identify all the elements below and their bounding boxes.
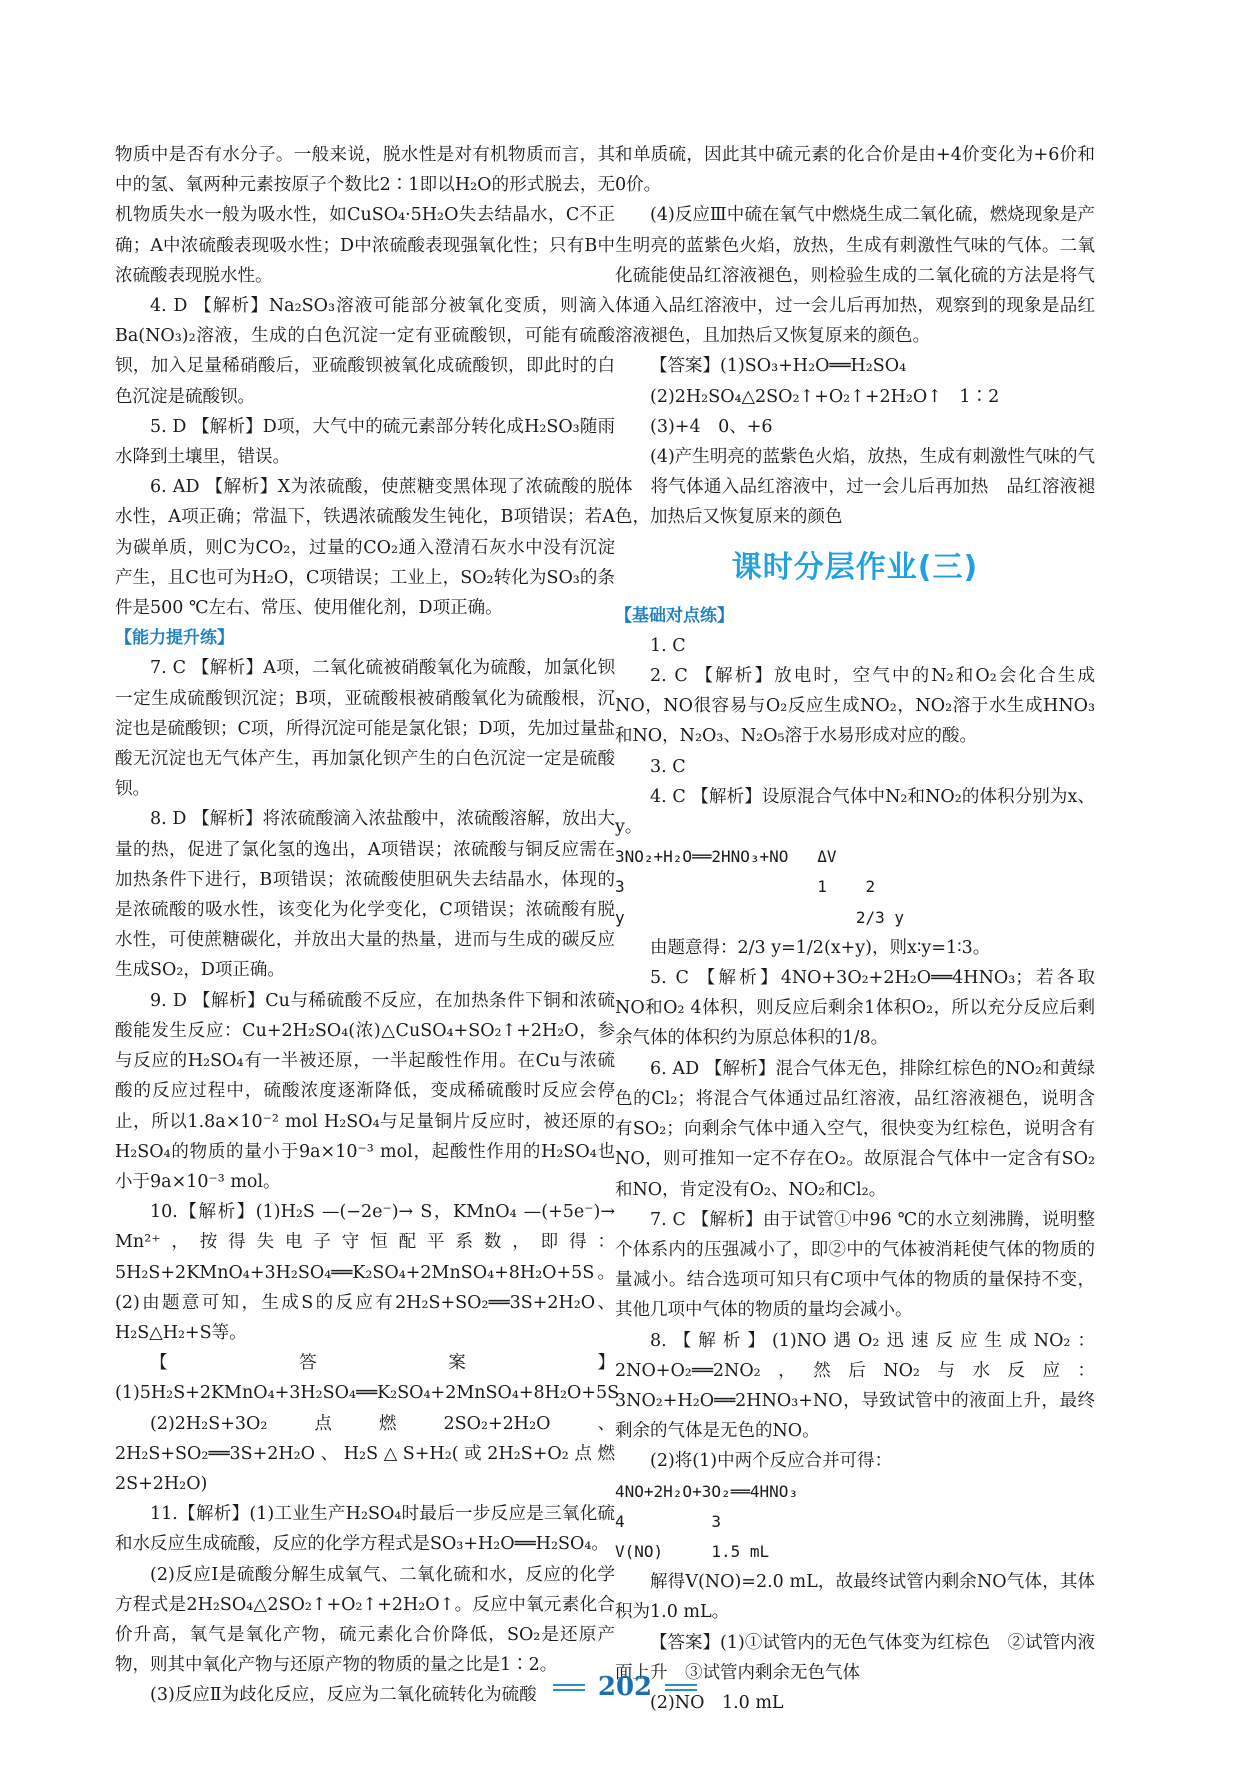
paragraph: 物质中是否有水分子。一般来说，脱水性是对有机物质而言，其中的氢、氧两种元素按原子个数比2∶1即以H₂O的形式脱去，无机物质失水一般为吸水性，如CuSO₄·5H₂O失去结晶水，C不正确；A中浓硫酸表现吸水性；D中浓硫酸表现强氧化性；只有B中浓硫酸表现脱水性。	[115, 145, 615, 286]
left-column	[115, 140, 620, 1711]
paragraph: 1. C	[650, 635, 686, 656]
paragraph: (2)NO 1.0 mL	[650, 1692, 784, 1713]
paragraph: (3)+4 0、+6	[650, 416, 773, 437]
paragraph: (4)反应Ⅲ中硫在氧气中燃烧生成二氧化硫，燃烧现象是产生明亮的蓝紫色火焰，放热，生成有刺激性气味的气体。二氧化硫能使品红溶液褪色，则检验生成的二氧化硫的方法是将气体通入品红溶液中，过一会儿后再加热，观察到的现象是品红溶液褪色，且加热后又恢复原来的颜色。	[615, 205, 1095, 347]
paragraph: 10.【解析】(1)H₂S —(−2e⁻)→ S，KMnO₄ —(+5e⁻)→ Mn²⁺，按得失电子守恒配平系数，即得：5H₂S+2KMnO₄+3H₂SO₄══K₂SO₄+2MnSO₄+8H₂O+5S。(2)由题意可知，生成S的反应有2H₂S+SO₂══3S+2H₂O、H₂S△H₂+S等。	[115, 1202, 615, 1343]
paragraph: 由题意得：2/3 y=1/2(x+y)，则x∶y=1∶3。	[650, 937, 991, 958]
paragraph: 和单质硫，因此其中硫元素的化合价是由+4价变化为+6价和0价。	[615, 145, 1095, 196]
paragraph: 5. C 【解析】4NO+3O₂+2H₂O══4HNO₃；若各取NO和O₂ 4体积，则反应后剩余1体积O₂，所以充分反应后剩余气体的体积约为原总体积的1/8。	[615, 968, 1095, 1049]
paragraph: 6. AD 【解析】混合气体无色，排除红棕色的NO₂和黄绿色的Cl₂；将混合气体通过品红溶液，品红溶液褪色，说明含有SO₂；向剩余气体中通入空气，很快变为红棕色，说明含有NO，则可推知一定不存在O₂。故原混合气体中一定含有SO₂和NO，肯定没有O₂、NO₂和Cl₂。	[615, 1058, 1095, 1200]
paragraph: 8.【解析】(1)NO遇O₂迅速反应生成NO₂：2NO+O₂══2NO₂，然后NO₂与水反应：3NO₂+H₂O══2HNO₃+NO，导致试管中的液面上升，最终剩余的气体是无色的NO。	[615, 1330, 1095, 1442]
paragraph: 【答案】(1)5H₂S+2KMnO₄+3H₂SO₄══K₂SO₄+2MnSO₄+8H₂O+5S	[115, 1353, 620, 1404]
paragraph: (4)产生明亮的蓝紫色火焰，放热，生成有刺激性气味的气体 将气体通入品红溶液中，过一会儿后再加热 品红溶液褪色，加热后又恢复原来的颜色	[615, 447, 1095, 528]
paragraph: 6. AD 【解析】X为浓硫酸，使蔗糖变黑体现了浓硫酸的脱水性，A项正确；常温下，铁遇浓硫酸发生钝化，B项错误；若A为碳单质，则C为CO₂，过量的CO₂通入澄清石灰水中没有沉淀产生，且C也可为H₂O，C项错误；工业上，SO₂转化为SO₃的条件是500 ℃左右、常压、使用催化剂，D项正确。	[115, 477, 615, 619]
section-heading: 【能力提升练】	[115, 628, 234, 649]
paragraph: 解得V(NO)=2.0 mL，故最终试管内剩余NO气体，其体积为1.0 mL。	[615, 1572, 1095, 1623]
paragraph: 【答案】(1)①试管内的无色气体变为红棕色 ②试管内液面上升 ③试管内剩余无色气体	[615, 1632, 1095, 1683]
paragraph: (2)2H₂S+3O₂点燃2SO₂+2H₂O、2H₂S+SO₂══3S+2H₂O、H₂S△S+H₂(或2H₂S+O₂点燃2S+2H₂O)	[115, 1413, 615, 1494]
paragraph: 8. D 【解析】将浓硫酸滴入浓盐酸中，浓硫酸溶解，放出大量的热，促进了氯化氢的逸出，A项错误；浓硫酸与铜反应需在加热条件下进行，B项错误；浓硫酸使胆矾失去结晶水，体现的是浓硫酸的吸水性，该变化为化学变化，C项错误；浓硫酸有脱水性，可使蔗糖碳化，并放出大量的热量，进而与生成的碳反应生成SO₂，D项正确。	[115, 809, 615, 981]
equation-line: 4 3	[615, 1511, 721, 1531]
paragraph: 7. C 【解析】由于试管①中96 ℃的水立刻沸腾，说明整个体系内的压强减小了，即②中的气体被消耗使气体的物质的量减小。结合选项可知只有C项中气体的物质的量保持不变，其他几项中气体的物质的量均会减小。	[615, 1209, 1095, 1321]
paragraph: 4. C 【解析】设原混合气体中N₂和NO₂的体积分别为x、y。	[615, 786, 1095, 838]
page-number: 202	[597, 1672, 653, 1702]
paragraph: (3)反应Ⅱ为歧化反应，反应为二氧化硫转化为硫酸	[150, 1685, 537, 1706]
paragraph: 11.【解析】(1)工业生产H₂SO₄时最后一步反应是三氧化硫和水反应生成硫酸，反应的化学方程式是SO₃+H₂O══H₂SO₄。	[115, 1504, 615, 1555]
paragraph: 2. C 【解析】放电时，空气中的N₂和O₂会化合生成NO，NO很容易与O₂反应生成NO₂，NO₂溶于水生成HNO₃和NO，N₂O₃、N₂O₅溶于水易形成对应的酸。	[615, 666, 1095, 747]
paragraph: (2)将(1)中两个反应合并可得：	[650, 1451, 893, 1472]
paragraph: 4. D 【解析】Na₂SO₃溶液可能部分被氧化变质，则滴入Ba(NO₃)₂溶液，生成的白色沉淀一定有亚硫酸钡，可能有硫酸钡，加入足量稀硝酸后，亚硫酸钡被氧化成硫酸钡，即此时的白色沉淀是硫酸钡。	[115, 296, 615, 407]
equation-line: 4NO+2H₂O+3O₂══4HNO₃	[615, 1481, 799, 1501]
paragraph: 9. D 【解析】Cu与稀硫酸不反应，在加热条件下铜和浓硫酸能发生反应：Cu+2H₂SO₄(浓)△CuSO₄+SO₂↑+2H₂O，参与反应的H₂SO₄有一半被还原，一半起酸性作用。在Cu与浓硫酸的反应过程中，硫酸浓度逐渐降低，变成稀硫酸时反应会停止，所以1.8a×10⁻² mol H₂SO₄与足量铜片反应时，被还原的H₂SO₄的物质的量小于9a×10⁻³ mol，起酸性作用的H₂SO₄也小于9a×10⁻³ mol。	[115, 990, 615, 1192]
paragraph: 3. C	[650, 756, 686, 777]
equation-line: y 2/3 y	[615, 907, 904, 927]
paragraph: 5. D 【解析】D项，大气中的硫元素部分转化成H₂SO₃随雨水降到土壤里，错误。	[115, 416, 615, 468]
right-column	[615, 140, 1095, 1718]
paragraph: (2)反应Ⅰ是硫酸分解生成氧气、二氧化硫和水，反应的化学方程式是2H₂SO₄△2SO₂↑+O₂↑+2H₂O↑。反应中氧元素化合价升高，氧气是氧化产物，硫元素化合价降低，SO₂是还原产物，则其中氧化产物与还原产物的物质的量之比是1∶2。	[115, 1564, 615, 1676]
section-title: 课时分层作业(三)	[731, 549, 979, 585]
equation-line: 3NO₂+H₂O══2HNO₃+NO ΔV	[615, 847, 837, 867]
paragraph: (2)2H₂SO₄△2SO₂↑+O₂↑+2H₂O↑ 1∶2	[650, 386, 1000, 407]
paragraph: 7. C 【解析】A项，二氧化硫被硝酸氧化为硫酸，加氯化钡一定生成硫酸钡沉淀；B项，亚硫酸根被硝酸氧化为硫酸根，沉淀也是硫酸钡；C项，所得沉淀可能是氯化银；D项，先加过量盐酸无沉淀也无气体产生，再加氯化钡产生的白色沉淀一定是硫酸钡。	[115, 658, 615, 800]
equation-line: 3 1 2	[615, 877, 876, 897]
footer-rule-left	[553, 1684, 585, 1691]
paragraph: 【答案】(1)SO₃+H₂O══H₂SO₄	[650, 356, 907, 377]
page-footer	[0, 1672, 1250, 1702]
footer-rule-right	[665, 1684, 697, 1691]
section-heading: 【基础对点练】	[615, 605, 734, 626]
equation-line: V(NO) 1.5 mL	[615, 1541, 770, 1561]
